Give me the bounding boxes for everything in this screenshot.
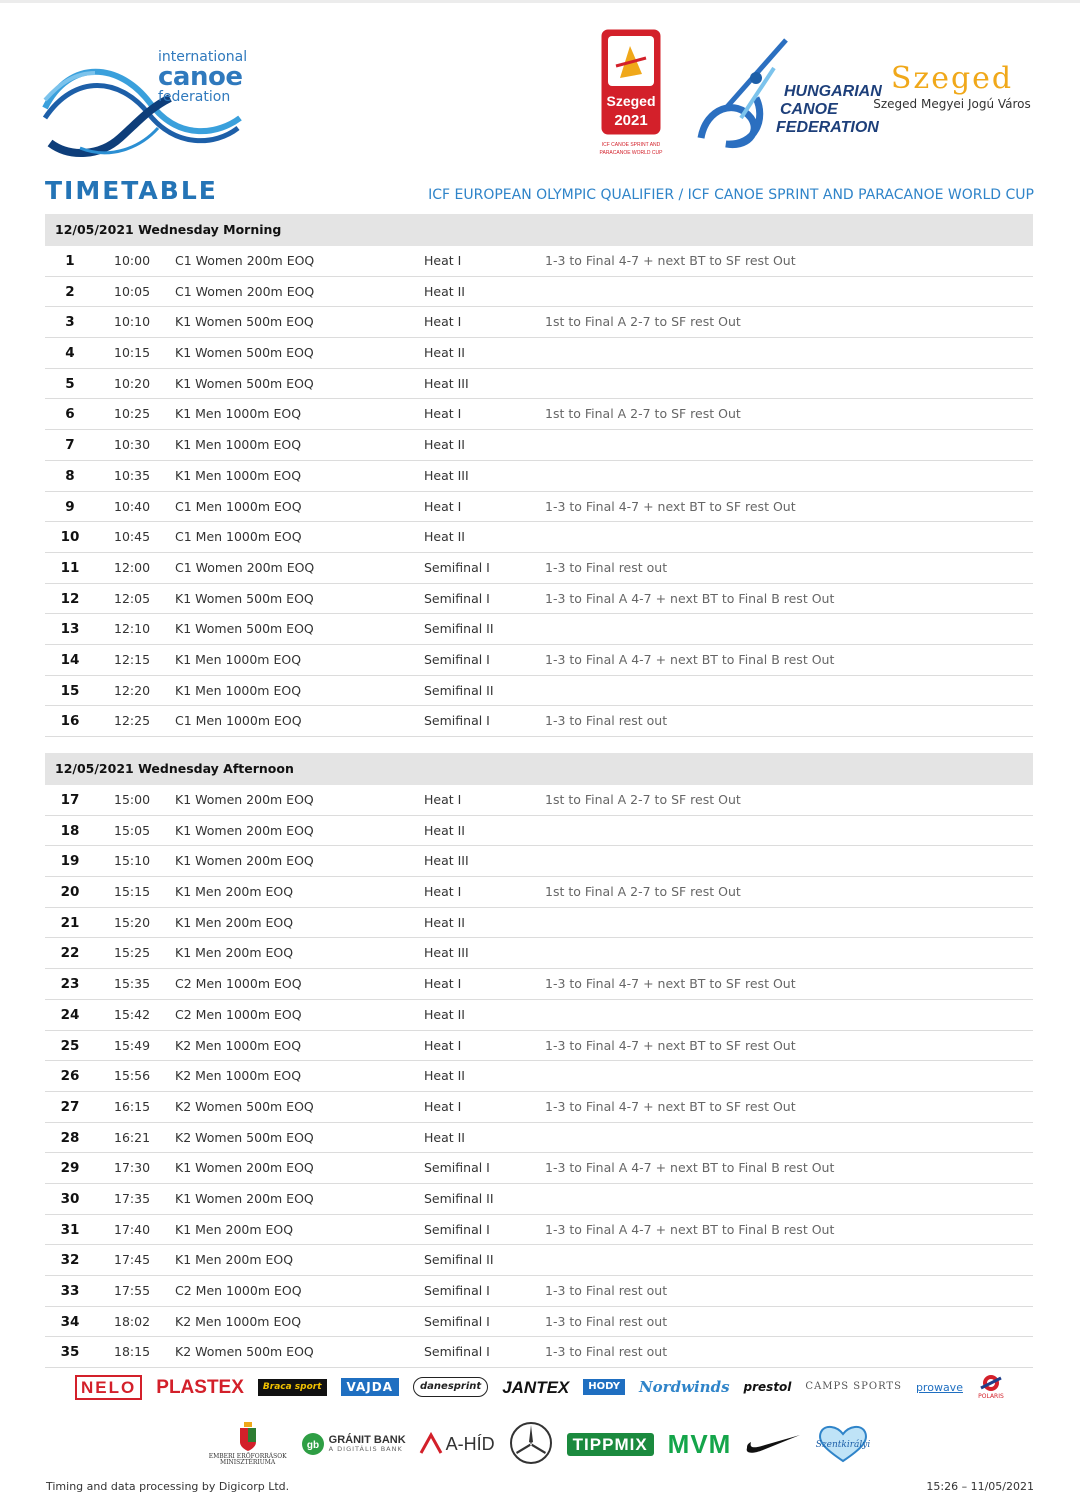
page-title: TIMETABLE (45, 176, 218, 205)
race-row (45, 369, 1033, 400)
race-event: K2 Women 500m EOQ (175, 1129, 314, 1145)
race-time: 12:10 (114, 621, 151, 637)
race-phase: Semifinal I (424, 1344, 490, 1360)
race-number: 15 (60, 682, 80, 699)
race-time: 12:05 (114, 590, 151, 606)
race-row (45, 1153, 1033, 1184)
race-event: K1 Women 200m EOQ (175, 792, 314, 807)
session-morning (45, 214, 1033, 737)
race-event: C2 Men 1000m EOQ (175, 1006, 302, 1022)
nordwinds-logo: Nordwinds (638, 1377, 730, 1396)
vajda-logo: VAJDA (341, 1378, 399, 1396)
race-number: 23 (60, 976, 80, 993)
race-time: 15:05 (114, 822, 151, 838)
race-event: C1 Men 1000m EOQ (175, 713, 302, 729)
szeged-2021-logo (600, 28, 662, 160)
race-phase: Semifinal I (424, 1283, 490, 1298)
hcf-line1: HUNGARIAN (784, 83, 882, 100)
race-row (45, 1337, 1033, 1368)
race-event: K2 Women 500m EOQ (175, 1098, 314, 1114)
granit-name: GRÁNIT BANK (328, 1434, 406, 1447)
hcf-line2: CANOE (780, 101, 838, 118)
race-phase: Heat II (424, 283, 465, 299)
city-subtitle: Szeged Megyei Jogú Város (873, 97, 1031, 111)
race-list (45, 246, 1033, 737)
race-number: 10 (60, 529, 80, 546)
race-progression: 1-3 to Final rest out (545, 713, 668, 729)
race-row (45, 1245, 1033, 1276)
race-number: 26 (60, 1068, 80, 1085)
race-phase: Heat II (424, 529, 465, 545)
top-border (0, 0, 1080, 3)
race-phase: Semifinal II (424, 621, 494, 637)
race-progression: 1-3 to Final A 4-7 + next BT to Final B rest Out (545, 590, 835, 606)
race-number: 20 (60, 884, 80, 901)
race-number: 7 (65, 437, 75, 454)
race-row (45, 1000, 1033, 1031)
badge-line4: PARACANOE WORLD CUP (599, 150, 663, 156)
hody-logo: HODY (583, 1379, 625, 1395)
race-progression: 1-3 to Final rest out (545, 1283, 668, 1298)
race-progression: 1st to Final A 2-7 to SF rest Out (545, 884, 741, 900)
race-progression: 1-3 to Final A 4-7 + next BT to Final B rest Out (545, 651, 835, 667)
race-event: C1 Women 200m EOQ (175, 253, 315, 268)
race-row (45, 877, 1033, 908)
hungarian-canoe-federation-logo (696, 38, 882, 150)
race-row (45, 969, 1033, 1000)
race-event: K1 Men 200m EOQ (175, 945, 294, 961)
ahid-logo (420, 1434, 495, 1454)
szentkiralyi-logo (815, 1423, 871, 1466)
race-time: 15:49 (114, 1037, 151, 1053)
race-event: K1 Women 500m EOQ (175, 621, 314, 637)
granit-logo (301, 1432, 325, 1456)
race-row (45, 492, 1033, 523)
race-number: 34 (60, 1313, 80, 1330)
race-row (45, 706, 1033, 737)
race-phase: Heat I (424, 1098, 462, 1114)
race-number: 9 (65, 498, 75, 515)
race-phase: Heat I (424, 498, 462, 514)
race-event: K2 Men 1000m EOQ (175, 1313, 302, 1329)
race-number: 18 (60, 822, 80, 839)
granit-tagline: A DIGITÁLIS BANK (328, 1445, 403, 1454)
nelo-logo: NELO (75, 1375, 142, 1400)
race-time: 18:02 (114, 1313, 151, 1329)
race-phase: Semifinal I (424, 1313, 490, 1329)
race-row (45, 338, 1033, 369)
race-event: C2 Men 1000m EOQ (175, 976, 302, 992)
race-number: 13 (60, 621, 80, 638)
race-progression: 1st to Final A 2-7 to SF rest Out (545, 406, 741, 422)
mercedes-logo (509, 1421, 553, 1468)
race-time: 16:21 (114, 1129, 151, 1145)
race-number: 35 (60, 1344, 80, 1361)
race-event: K1 Women 500m EOQ (175, 345, 314, 361)
race-event: K2 Men 1000m EOQ (175, 1068, 302, 1084)
race-progression: 1st to Final A 2-7 to SF rest Out (545, 314, 741, 330)
sponsor-row-1 (0, 1371, 1080, 1403)
race-phase: Heat I (424, 792, 462, 807)
race-time: 17:55 (114, 1283, 151, 1298)
race-phase: Heat III (424, 945, 469, 961)
race-time: 10:10 (114, 314, 151, 330)
race-number: 24 (60, 1006, 80, 1023)
race-row (45, 1092, 1033, 1123)
race-phase: Heat I (424, 406, 462, 422)
race-row (45, 785, 1033, 816)
race-phase: Heat III (424, 375, 469, 391)
race-time: 10:25 (114, 406, 151, 422)
hcf-line3: FEDERATION (776, 119, 879, 136)
race-row (45, 1061, 1033, 1092)
race-progression: 1-3 to Final 4-7 + next BT to SF rest Out (545, 498, 796, 514)
race-phase: Semifinal I (424, 713, 490, 729)
race-event: K1 Men 1000m EOQ (175, 406, 302, 422)
race-time: 10:45 (114, 529, 151, 545)
race-progression: 1-3 to Final rest out (545, 1344, 668, 1360)
icf-logo (40, 48, 250, 163)
race-number: 14 (60, 651, 80, 668)
nike-logo (745, 1432, 801, 1457)
race-phase: Heat I (424, 1037, 462, 1053)
race-phase: Semifinal II (424, 682, 494, 698)
race-row (45, 584, 1033, 615)
szeged-city-logo (872, 62, 1032, 132)
race-event: C2 Men 1000m EOQ (175, 1283, 302, 1298)
race-phase: Heat I (424, 976, 462, 992)
race-number: 1 (65, 253, 75, 269)
race-event: K1 Men 200m EOQ (175, 884, 294, 900)
race-time: 12:00 (114, 559, 151, 575)
race-phase: Semifinal I (424, 1160, 490, 1176)
race-number: 2 (65, 283, 75, 300)
race-row (45, 461, 1033, 492)
race-number: 28 (60, 1129, 80, 1146)
race-phase: Heat I (424, 884, 462, 900)
race-row (45, 307, 1033, 338)
icf-line2: canoe (158, 62, 243, 92)
plastex-logo: PLASTEX (156, 1376, 244, 1398)
race-phase: Heat III (424, 467, 469, 483)
granit-bank-logo (301, 1432, 406, 1456)
race-event: C1 Men 1000m EOQ (175, 529, 302, 545)
race-row (45, 1123, 1033, 1154)
race-row (45, 553, 1033, 584)
danesprint-logo: danesprint (413, 1377, 488, 1397)
tippmix-logo: TIPPMIX (567, 1433, 654, 1456)
race-phase: Heat II (424, 345, 465, 361)
footer-credit: Timing and data processing by Digicorp Ltd. (46, 1480, 290, 1493)
polaris-logo (977, 1374, 1005, 1400)
race-progression: 1-3 to Final rest out (545, 1313, 668, 1329)
race-progression: 1-3 to Final 4-7 + next BT to SF rest Out (545, 976, 796, 992)
race-phase: Semifinal I (424, 1221, 490, 1237)
race-row (45, 1184, 1033, 1215)
race-time: 16:15 (114, 1098, 151, 1114)
race-progression: 1-3 to Final 4-7 + next BT to SF rest Out (545, 253, 796, 268)
race-time: 15:25 (114, 945, 151, 961)
race-event: K1 Women 500m EOQ (175, 314, 314, 330)
race-event: K1 Men 1000m EOQ (175, 437, 302, 453)
race-row (45, 1276, 1033, 1307)
race-number: 11 (60, 559, 80, 576)
race-phase: Heat II (424, 914, 465, 930)
szentkiralyi-mark-icon (815, 1423, 871, 1463)
race-number: 17 (60, 792, 80, 808)
race-row (45, 816, 1033, 847)
race-phase: Heat II (424, 437, 465, 453)
race-time: 17:30 (114, 1160, 151, 1176)
race-number: 32 (60, 1252, 80, 1269)
race-time: 10:05 (114, 283, 151, 299)
race-row (45, 522, 1033, 553)
ministry-crest (238, 1422, 258, 1452)
camps-logo: CAMPS SPORTS (805, 1381, 902, 1392)
race-time: 10:15 (114, 345, 151, 361)
race-phase: Heat II (424, 1129, 465, 1145)
mercedes-star-icon (509, 1421, 553, 1465)
mvm-logo: MVM (667, 1429, 732, 1459)
ministry-logo (209, 1422, 287, 1466)
race-time: 17:40 (114, 1221, 151, 1237)
race-progression: 1-3 to Final rest out (545, 559, 668, 575)
sponsor-row-2 (0, 1418, 1080, 1470)
prestol-logo: prestol (743, 1380, 792, 1394)
race-row (45, 246, 1033, 277)
race-event: K1 Men 1000m EOQ (175, 651, 302, 667)
ahid-mark-icon (420, 1434, 442, 1454)
race-number: 21 (60, 914, 80, 931)
event-title: ICF EUROPEAN OLYMPIC QUALIFIER / ICF CANOE SPRINT AND PARACANOE WORLD CUP (428, 187, 1034, 203)
braca-logo: Braca sport (258, 1379, 327, 1396)
race-row (45, 938, 1033, 969)
race-phase: Semifinal II (424, 1190, 494, 1206)
race-phase: Heat II (424, 822, 465, 838)
race-event: C1 Women 200m EOQ (175, 283, 315, 299)
race-progression: 1st to Final A 2-7 to SF rest Out (545, 792, 741, 807)
race-phase: Heat I (424, 314, 462, 330)
race-number: 3 (65, 314, 75, 331)
race-phase: Semifinal I (424, 590, 490, 606)
race-time: 10:00 (114, 253, 151, 268)
polaris-mark-icon (977, 1374, 1005, 1392)
race-number: 6 (65, 406, 75, 423)
race-number: 30 (60, 1190, 80, 1207)
race-time: 12:15 (114, 651, 151, 667)
race-event: K1 Women 200m EOQ (175, 822, 314, 838)
race-event: K1 Women 200m EOQ (175, 1190, 314, 1206)
nike-swoosh-icon (745, 1432, 801, 1454)
race-time: 15:20 (114, 914, 151, 930)
race-number: 27 (60, 1098, 80, 1115)
ministry-name: EMBERI ERŐFORRÁSOK MINISZTÉRIUMA (208, 1453, 287, 1466)
race-row (45, 399, 1033, 430)
race-event: K1 Men 200m EOQ (175, 1252, 294, 1268)
race-progression: 1-3 to Final 4-7 + next BT to SF rest Out (545, 1037, 796, 1053)
race-time: 15:35 (114, 976, 151, 992)
race-row (45, 676, 1033, 707)
race-number: 5 (65, 375, 75, 392)
race-row (45, 1031, 1033, 1062)
race-row (45, 614, 1033, 645)
race-number: 16 (60, 713, 80, 730)
svg-text:Szentkirályi: Szentkirályi (816, 1439, 871, 1450)
race-row (45, 846, 1033, 877)
race-progression: 1-3 to Final A 4-7 + next BT to Final B rest Out (545, 1221, 835, 1237)
race-number: 22 (60, 945, 80, 962)
race-time: 15:42 (114, 1006, 151, 1022)
svg-text:gb: gb (306, 1440, 319, 1451)
race-time: 15:56 (114, 1068, 151, 1084)
race-event: K2 Women 500m EOQ (175, 1344, 314, 1360)
race-time: 17:35 (114, 1190, 151, 1206)
polaris-label: POLARIS (978, 1393, 1004, 1400)
race-number: 12 (60, 590, 80, 607)
prowave-logo: prowave (915, 1380, 963, 1394)
race-phase: Semifinal II (424, 1252, 494, 1268)
badge-line3: ICF CANOE SPRINT AND (601, 142, 661, 148)
race-time: 15:00 (114, 792, 151, 807)
race-event: K1 Women 200m EOQ (175, 853, 314, 869)
race-phase: Heat II (424, 1006, 465, 1022)
race-list (45, 785, 1033, 1368)
race-row (45, 1307, 1033, 1338)
session-header: 12/05/2021 Wednesday Afternoon (45, 753, 1033, 785)
race-row (45, 645, 1033, 676)
race-number: 31 (60, 1221, 80, 1238)
race-row (45, 277, 1033, 308)
race-time: 18:15 (114, 1344, 151, 1360)
race-event: K1 Men 200m EOQ (175, 914, 294, 930)
race-row (45, 430, 1033, 461)
race-phase: Semifinal I (424, 651, 490, 667)
race-time: 10:40 (114, 498, 151, 514)
race-row (45, 908, 1033, 939)
race-event: K1 Women 500m EOQ (175, 590, 314, 606)
race-time: 12:25 (114, 713, 151, 729)
race-progression: 1-3 to Final A 4-7 + next BT to Final B rest Out (545, 1160, 835, 1176)
session-afternoon (45, 753, 1033, 1368)
race-time: 10:30 (114, 437, 151, 453)
icf-line3: federation (158, 89, 231, 105)
race-time: 10:35 (114, 467, 151, 483)
badge-year: 2021 (614, 112, 648, 129)
badge-city: Szeged (606, 93, 656, 109)
race-number: 4 (65, 345, 75, 362)
race-event: K2 Men 1000m EOQ (175, 1037, 302, 1053)
race-number: 8 (65, 467, 75, 484)
race-event: C1 Women 200m EOQ (175, 559, 315, 575)
race-progression: 1-3 to Final 4-7 + next BT to SF rest Out (545, 1098, 796, 1114)
race-event: K1 Men 1000m EOQ (175, 467, 302, 483)
race-phase: Heat I (424, 253, 462, 268)
icf-line1: international (158, 49, 248, 65)
icf-logo-text (158, 50, 247, 104)
race-number: 33 (60, 1283, 80, 1299)
footer-timestamp: 15:26 – 11/05/2021 (926, 1480, 1034, 1493)
race-time: 10:20 (114, 375, 151, 391)
race-row (45, 1215, 1033, 1246)
race-phase: Semifinal I (424, 559, 490, 575)
race-time: 15:10 (114, 853, 151, 869)
race-phase: Heat II (424, 1068, 465, 1084)
race-time: 17:45 (114, 1252, 151, 1268)
race-event: K1 Women 500m EOQ (175, 375, 314, 391)
jantex-logo: JANTEX (502, 1377, 570, 1397)
race-event: C1 Men 1000m EOQ (175, 498, 302, 514)
race-time: 12:20 (114, 682, 151, 698)
race-event: K1 Women 200m EOQ (175, 1160, 314, 1176)
race-time: 15:15 (114, 884, 151, 900)
race-event: K1 Men 200m EOQ (175, 1221, 294, 1237)
race-number: 25 (60, 1037, 80, 1054)
city-wordmark: Szeged (890, 61, 1014, 96)
session-header: 12/05/2021 Wednesday Morning (45, 214, 1033, 246)
race-number: 29 (60, 1160, 80, 1177)
ahid-name: A-HÍD (445, 1434, 495, 1454)
race-event: K1 Men 1000m EOQ (175, 682, 302, 698)
race-number: 19 (60, 853, 80, 870)
race-phase: Heat III (424, 853, 469, 869)
